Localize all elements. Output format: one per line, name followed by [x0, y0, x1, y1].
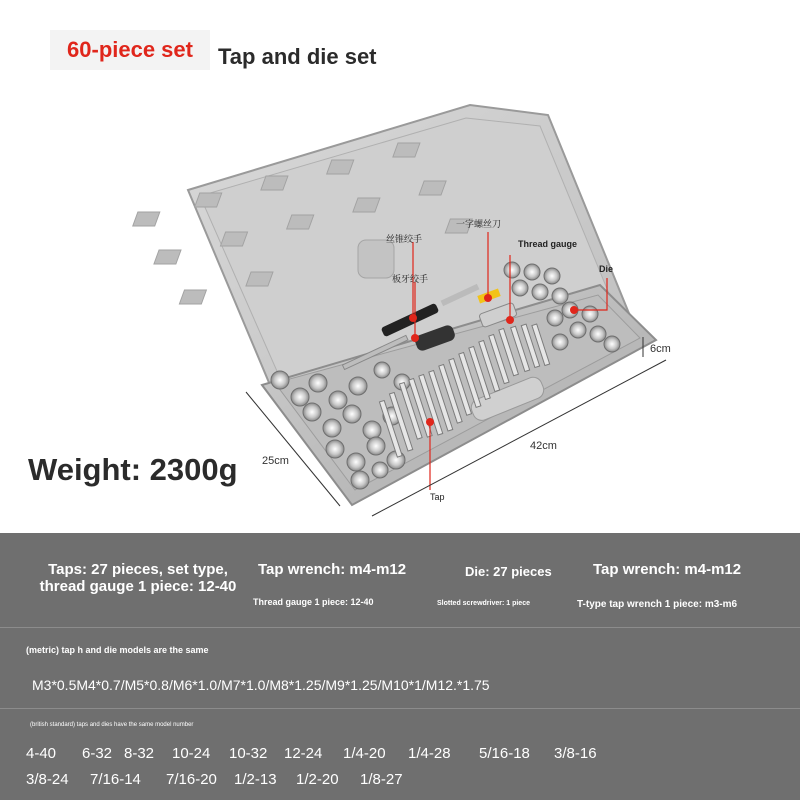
british-size: 1/8-27 — [360, 771, 403, 788]
british-size: 7/16-14 — [90, 771, 141, 788]
screwdriver-spec: Slotted screwdriver: 1 piece — [437, 600, 530, 607]
t-wrench-spec: T-type tap wrench 1 piece: m3-m6 — [577, 599, 738, 610]
british-size: 10-24 — [172, 745, 211, 762]
tap-wrench-spec-2: Tap wrench: m4-m12 — [593, 561, 742, 578]
screwdriver-callout: 一字螺丝刀 — [456, 219, 502, 229]
thread-gauge-spec: Thread gauge 1 piece: 12-40 — [253, 597, 374, 607]
tap-callout: Tap — [430, 492, 445, 502]
die-callout: Die — [599, 264, 614, 274]
divider — [0, 708, 800, 709]
tap-wrench-spec-1: Tap wrench: m4-m12 — [258, 561, 407, 578]
die-spec: Die: 27 pieces — [465, 564, 552, 579]
metric-heading: (metric) tap h and die models are the same — [26, 645, 209, 655]
british-size: 8-32 — [124, 745, 155, 762]
product-title: Tap and die set — [218, 44, 377, 69]
british-size: 1/4-20 — [343, 745, 386, 762]
taps-spec: Taps: 27 pieces, set type, thread gauge 1 piece: 12-40 — [39, 561, 237, 595]
british-size: 12-24 — [284, 745, 323, 762]
british-size: 7/16-20 — [166, 771, 217, 788]
british-size: 6-32 — [82, 745, 113, 762]
british-size: 10-32 — [229, 745, 268, 762]
die-wrench-callout: 板牙绞手 — [392, 274, 429, 284]
weight-label: Weight: 2300g — [28, 452, 238, 487]
set-size-badge: 60-piece set — [50, 30, 210, 70]
height-dimension: 6cm — [650, 343, 671, 355]
british-size: 1/2-20 — [296, 771, 339, 788]
british-size: 1/2-13 — [234, 771, 277, 788]
width-dimension: 42cm — [530, 440, 557, 452]
tap-wrench-callout: 丝锥绞手 — [386, 234, 423, 244]
british-heading: (british standard) taps and dies have the same model number — [30, 722, 194, 728]
metric-models: M3*0.5M4*0.7/M5*0.8/M6*1.0/M7*1.0/M8*1.25/M9*1.25/M10*1/M12.*1.75 — [32, 677, 490, 693]
british-size: 1/4-28 — [408, 745, 451, 762]
british-size: 5/16-18 — [479, 745, 530, 762]
british-size: 3/8-16 — [554, 745, 597, 762]
british-size: 3/8-24 — [26, 771, 69, 788]
thread-gauge-callout: Thread gauge — [518, 239, 578, 249]
depth-dimension: 25cm — [262, 455, 289, 467]
divider — [0, 627, 800, 628]
british-size: 4-40 — [26, 745, 57, 762]
